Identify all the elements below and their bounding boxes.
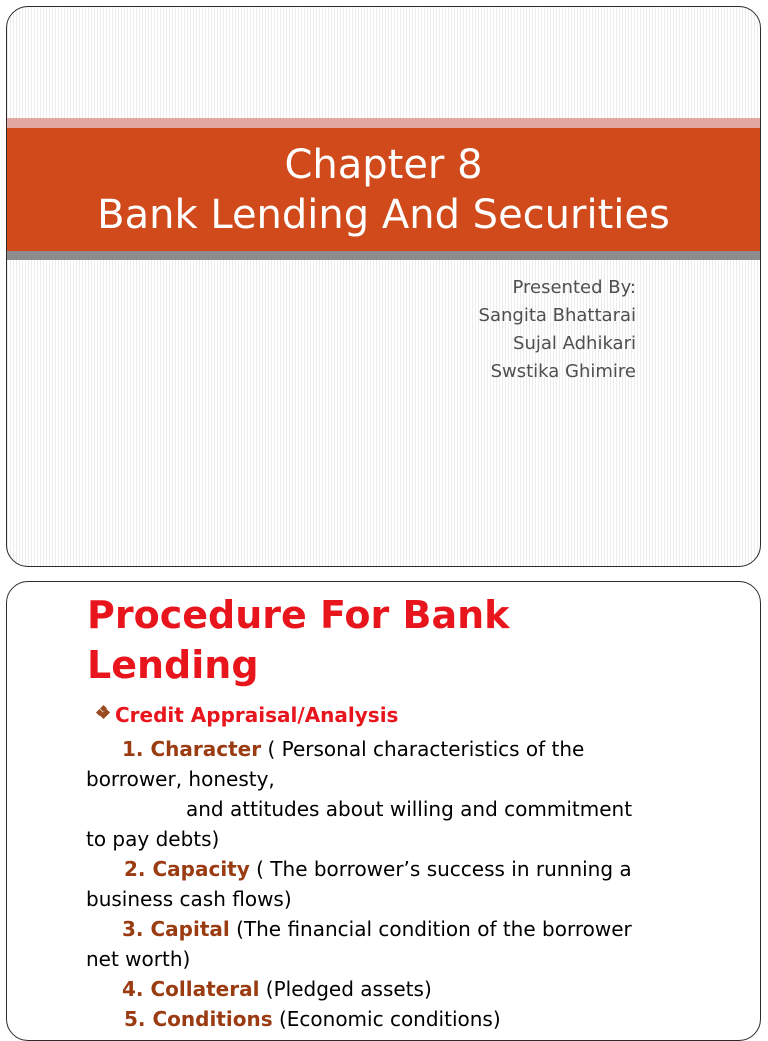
list-item-continuation: business cash flows): [86, 887, 292, 911]
criteria-desc: (Economic conditions): [272, 1007, 501, 1031]
list-item: [86, 914, 736, 944]
list-item: [86, 854, 736, 884]
criteria-term: 2. Capacity: [124, 857, 250, 881]
presenter-name: Sujal Adhikari: [513, 333, 636, 354]
presenter-label: Presented By:: [512, 277, 636, 298]
slide-title-main: Bank Lending And Securities: [97, 192, 670, 238]
subheading-text: Credit Appraisal/Analysis: [115, 703, 399, 727]
list-item: [86, 1004, 736, 1034]
list-item: [86, 974, 736, 1004]
criteria-desc: ( The borrower’s success in running a: [249, 857, 632, 881]
list-item-continuation: net worth): [86, 947, 191, 971]
presenter-name: Swstika Ghimire: [490, 361, 636, 382]
title-slide: [6, 6, 761, 567]
criteria-desc: (Pledged assets): [259, 977, 432, 1001]
slide-heading-line1: Procedure For Bank: [87, 593, 510, 637]
content-slide: [6, 581, 761, 1041]
title-band: [7, 128, 760, 251]
title-band-bottom-stripe: [7, 251, 760, 260]
criteria-term: 5. Conditions: [124, 1007, 273, 1031]
presenter-name: Sangita Bhattarai: [478, 305, 636, 326]
slide-heading-line2: Lending: [87, 643, 259, 687]
criteria-term: 3. Capital: [122, 917, 230, 941]
title-band-top-stripe: [7, 118, 760, 128]
diamond-bullet-icon: [97, 706, 109, 718]
presenter-list: [479, 274, 636, 386]
criteria-term: 4. Collateral: [122, 977, 260, 1001]
slide-title-chapter: Chapter 8: [284, 142, 483, 188]
list-item-continuation: to pay debts): [86, 827, 220, 851]
subheading: [97, 702, 398, 728]
criteria-desc: ( Personal characteristics of the: [261, 737, 585, 761]
list-item: [86, 734, 736, 764]
criteria-desc: (The financial condition of the borrower: [229, 917, 632, 941]
criteria-term: 1. Character: [122, 737, 262, 761]
list-item-continuation: borrower, honesty,: [86, 767, 275, 791]
list-item-continuation: and attitudes about willing and commitment: [186, 797, 633, 821]
criteria-list: [86, 734, 736, 1034]
slide-heading: [87, 590, 509, 690]
